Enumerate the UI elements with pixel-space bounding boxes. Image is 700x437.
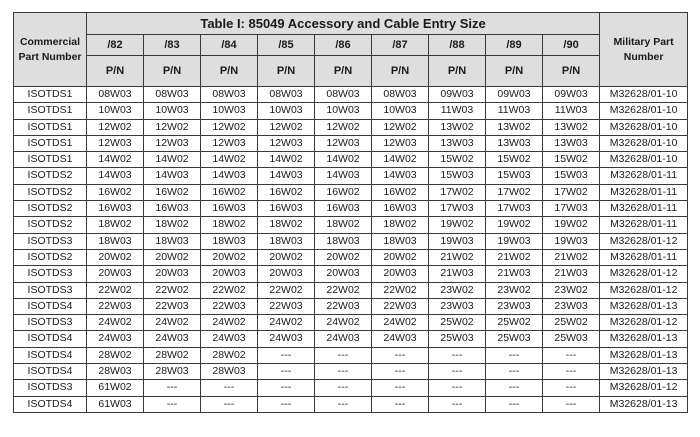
table-row [14,152,688,168]
table-row [14,135,688,151]
part-number-cell: 28W03 [144,364,201,380]
part-number-cell: 20W02 [315,249,372,265]
part-number-cell: 22W02 [372,282,429,298]
column-header-row [14,35,688,56]
commercial-part-number-cell: ISOTDS3 [14,266,87,282]
part-number-cell: 19W03 [543,233,600,249]
commercial-part-number-cell: ISOTDS1 [14,87,87,103]
commercial-part-number-cell: ISOTDS4 [14,298,87,314]
part-number-cell: 25W02 [486,315,543,331]
commercial-part-number-cell: ISOTDS2 [14,168,87,184]
part-number-cell: 22W02 [87,282,144,298]
column-header: /84 [201,35,258,56]
part-number-cell: 24W02 [258,315,315,331]
table-row [14,347,688,363]
part-number-cell: 09W03 [543,87,600,103]
part-number-cell: 08W03 [372,87,429,103]
part-number-cell: --- [258,347,315,363]
title-row [14,13,688,35]
part-number-cell: --- [486,347,543,363]
commercial-part-number-cell: ISOTDS3 [14,315,87,331]
part-number-cell: 18W03 [372,233,429,249]
part-number-cell: 17W02 [429,184,486,200]
part-number-cell: --- [144,380,201,396]
part-number-cell: 11W03 [429,103,486,119]
table-row [14,184,688,200]
part-number-cell: --- [315,364,372,380]
table-row [14,249,688,265]
part-number-cell: 16W02 [258,184,315,200]
part-number-cell: --- [372,396,429,412]
part-number-cell: 08W03 [144,87,201,103]
military-header-line1: Military Part [613,35,674,48]
part-number-cell: 08W03 [201,87,258,103]
commercial-part-number-cell: ISOTDS3 [14,282,87,298]
part-number-cell: 12W03 [315,135,372,151]
part-number-cell: 18W02 [87,217,144,233]
military-part-number-cell: M32628/01-13 [600,347,688,363]
commercial-part-number-cell: ISOTDS1 [14,135,87,151]
part-number-cell: 15W02 [429,152,486,168]
part-number-cell: 15W02 [543,152,600,168]
part-number-cell: 18W03 [144,233,201,249]
part-number-cell: 09W03 [486,87,543,103]
table-row [14,103,688,119]
military-part-number-cell: M32628/01-10 [600,103,688,119]
commercial-part-number-cell: ISOTDS4 [14,396,87,412]
part-number-cell: --- [201,380,258,396]
pn-subheader: P/N [486,56,543,87]
part-number-cell: 22W02 [144,282,201,298]
part-number-cell: --- [486,364,543,380]
part-number-cell: --- [486,396,543,412]
pn-subheader: P/N [543,56,600,87]
table-row [14,119,688,135]
part-number-cell: 61W03 [87,396,144,412]
part-number-cell: 16W03 [144,201,201,217]
part-number-cell: 14W02 [87,152,144,168]
part-number-cell: --- [429,347,486,363]
part-number-cell: 28W03 [201,364,258,380]
column-header: /82 [87,35,144,56]
part-number-cell: 08W03 [315,87,372,103]
part-number-cell: 14W03 [201,168,258,184]
part-number-cell: 21W03 [543,266,600,282]
part-number-cell: 13W03 [429,135,486,151]
part-number-cell: 14W02 [201,152,258,168]
part-number-cell: 21W03 [486,266,543,282]
part-number-cell: 17W03 [543,201,600,217]
part-number-cell: 15W03 [486,168,543,184]
military-part-number-cell: M32628/01-10 [600,119,688,135]
part-number-cell: 19W02 [429,217,486,233]
military-part-number-cell: M32628/01-10 [600,87,688,103]
part-number-cell: 12W02 [201,119,258,135]
commercial-part-number-cell: ISOTDS4 [14,347,87,363]
part-number-cell: --- [258,380,315,396]
part-number-cell: 22W02 [201,282,258,298]
table-row [14,233,688,249]
part-number-cell: 16W03 [258,201,315,217]
column-header: /90 [543,35,600,56]
part-number-cell: 23W03 [543,298,600,314]
table-row [14,298,688,314]
commercial-part-number-cell: ISOTDS4 [14,331,87,347]
part-number-cell: 12W03 [258,135,315,151]
pn-subheader: P/N [144,56,201,87]
part-number-cell: --- [315,347,372,363]
part-number-cell: --- [543,396,600,412]
part-number-cell: 19W02 [543,217,600,233]
pn-subheader: P/N [429,56,486,87]
part-number-cell: 25W02 [429,315,486,331]
column-header: /88 [429,35,486,56]
part-number-cell: 11W03 [486,103,543,119]
part-number-cell: 12W03 [87,135,144,151]
part-number-cell: 18W03 [201,233,258,249]
part-number-cell: 14W02 [315,152,372,168]
part-number-cell: 24W03 [315,331,372,347]
military-part-number-cell: M32628/01-12 [600,233,688,249]
table-row [14,364,688,380]
pn-subheader: P/N [258,56,315,87]
part-number-cell: 14W03 [258,168,315,184]
part-number-cell: 13W03 [486,135,543,151]
part-number-cell: 18W03 [315,233,372,249]
part-number-cell: 10W03 [201,103,258,119]
part-number-cell: 28W02 [87,347,144,363]
part-number-cell: 24W03 [87,331,144,347]
part-number-cell: 28W03 [87,364,144,380]
accessory-cable-entry-table [13,12,688,413]
part-number-cell: --- [258,364,315,380]
part-number-cell: 21W02 [486,249,543,265]
part-number-cell: 13W02 [486,119,543,135]
part-number-cell: 12W02 [87,119,144,135]
part-number-cell: 09W03 [429,87,486,103]
part-number-cell: 24W02 [372,315,429,331]
part-number-cell: 21W03 [429,266,486,282]
part-number-cell: 24W02 [144,315,201,331]
commercial-part-number-cell: ISOTDS2 [14,217,87,233]
part-number-cell: 15W03 [543,168,600,184]
part-number-cell: 18W02 [315,217,372,233]
part-number-cell: 16W02 [315,184,372,200]
part-number-cell: --- [372,364,429,380]
part-number-cell: 10W03 [258,103,315,119]
part-number-cell: 24W03 [372,331,429,347]
table-row [14,396,688,412]
part-number-cell: 10W03 [144,103,201,119]
part-number-cell: --- [144,396,201,412]
part-number-cell: 14W03 [87,168,144,184]
part-number-cell: 21W02 [543,249,600,265]
part-number-cell: 10W03 [87,103,144,119]
part-number-cell: 13W02 [543,119,600,135]
part-number-cell: 12W02 [144,119,201,135]
part-number-cell: 20W02 [258,249,315,265]
military-part-number-cell: M32628/01-10 [600,135,688,151]
column-header: /87 [372,35,429,56]
part-number-cell: 20W03 [315,266,372,282]
part-number-cell: 18W02 [372,217,429,233]
part-number-cell: 14W03 [372,168,429,184]
part-number-cell: --- [315,396,372,412]
part-number-cell: --- [315,380,372,396]
table-container [13,12,687,413]
military-part-number-cell: M32628/01-12 [600,380,688,396]
part-number-cell: 20W03 [144,266,201,282]
table-row [14,217,688,233]
part-number-cell: 25W03 [429,331,486,347]
part-number-cell: 16W02 [201,184,258,200]
part-number-cell: 16W03 [201,201,258,217]
part-number-cell: 19W03 [429,233,486,249]
military-part-number-cell: M32628/01-13 [600,331,688,347]
part-number-cell: 23W02 [429,282,486,298]
part-number-cell: 13W03 [543,135,600,151]
part-number-cell: 23W03 [429,298,486,314]
part-number-cell: 23W02 [543,282,600,298]
part-number-cell: 24W03 [258,331,315,347]
commercial-part-number-cell: ISOTDS2 [14,201,87,217]
part-number-cell: 12W03 [144,135,201,151]
part-number-cell: 16W02 [144,184,201,200]
commercial-part-number-cell: ISOTDS2 [14,249,87,265]
part-number-cell: 22W02 [315,282,372,298]
part-number-cell: 19W02 [486,217,543,233]
part-number-cell: 14W02 [144,152,201,168]
column-header: /85 [258,35,315,56]
part-number-cell: 28W02 [144,347,201,363]
table-row [14,87,688,103]
military-part-number-header [600,13,688,87]
part-number-cell: 22W03 [144,298,201,314]
part-number-cell: 14W03 [144,168,201,184]
part-number-cell: 12W03 [372,135,429,151]
part-number-cell: 16W02 [372,184,429,200]
military-part-number-cell: M32628/01-12 [600,315,688,331]
part-number-cell: 13W02 [429,119,486,135]
part-number-cell: --- [372,347,429,363]
part-number-cell: 12W02 [258,119,315,135]
part-number-cell: 08W03 [87,87,144,103]
military-part-number-cell: M32628/01-12 [600,282,688,298]
pn-header-row [14,56,688,87]
military-part-number-cell: M32628/01-13 [600,364,688,380]
commercial-part-number-cell: ISOTDS2 [14,184,87,200]
part-number-cell: 10W03 [372,103,429,119]
part-number-cell: 28W02 [201,347,258,363]
pn-subheader: P/N [87,56,144,87]
part-number-cell: 61W02 [87,380,144,396]
table-row [14,331,688,347]
part-number-cell: 17W02 [543,184,600,200]
part-number-cell: 20W02 [372,249,429,265]
part-number-cell: 17W02 [486,184,543,200]
part-number-cell: 21W02 [429,249,486,265]
part-number-cell: 25W03 [543,331,600,347]
part-number-cell: 20W03 [87,266,144,282]
part-number-cell: 10W03 [315,103,372,119]
part-number-cell: 18W02 [258,217,315,233]
part-number-cell: --- [201,396,258,412]
table-row [14,282,688,298]
commercial-part-number-cell: ISOTDS4 [14,364,87,380]
commercial-part-number-header [14,13,87,87]
part-number-cell: 18W02 [201,217,258,233]
military-part-number-cell: M32628/01-10 [600,152,688,168]
part-number-cell: 12W02 [315,119,372,135]
part-number-cell: 12W02 [372,119,429,135]
part-number-cell: 14W02 [372,152,429,168]
military-part-number-cell: M32628/01-13 [600,298,688,314]
column-header: /86 [315,35,372,56]
part-number-cell: 20W03 [372,266,429,282]
part-number-cell: 18W02 [144,217,201,233]
table-row [14,315,688,331]
part-number-cell: --- [543,364,600,380]
part-number-cell: --- [429,396,486,412]
part-number-cell: 20W03 [201,266,258,282]
commercial-part-number-cell: ISOTDS3 [14,233,87,249]
military-part-number-cell: M32628/01-11 [600,201,688,217]
part-number-cell: 16W03 [372,201,429,217]
military-part-number-cell: M32628/01-13 [600,396,688,412]
part-number-cell: --- [543,380,600,396]
commercial-part-number-cell: ISOTDS1 [14,103,87,119]
part-number-cell: 15W03 [429,168,486,184]
part-number-cell: --- [486,380,543,396]
part-number-cell: 16W03 [315,201,372,217]
commercial-header-line1: Commercial [19,35,81,48]
part-number-cell: 12W03 [201,135,258,151]
military-header-line2: Number [623,50,664,63]
part-number-cell: --- [258,396,315,412]
part-number-cell: 20W02 [201,249,258,265]
part-number-cell: 24W02 [315,315,372,331]
military-part-number-cell: M32628/01-11 [600,217,688,233]
military-part-number-cell: M32628/01-11 [600,249,688,265]
part-number-cell: --- [543,347,600,363]
part-number-cell: 22W03 [87,298,144,314]
part-number-cell: 19W03 [486,233,543,249]
part-number-cell: 18W03 [258,233,315,249]
part-number-cell: 24W03 [201,331,258,347]
part-number-cell: --- [429,380,486,396]
part-number-cell: 18W03 [87,233,144,249]
part-number-cell: 20W02 [144,249,201,265]
commercial-header-line2: Part Number [18,50,82,63]
part-number-cell: 22W03 [372,298,429,314]
part-number-cell: 24W02 [201,315,258,331]
military-part-number-cell: M32628/01-11 [600,168,688,184]
part-number-cell: 25W02 [543,315,600,331]
table-body [14,87,688,413]
part-number-cell: 22W03 [258,298,315,314]
column-header: /89 [486,35,543,56]
table-row [14,266,688,282]
part-number-cell: 25W03 [486,331,543,347]
part-number-cell: 20W03 [258,266,315,282]
part-number-cell: 23W03 [486,298,543,314]
part-number-cell: 16W02 [87,184,144,200]
part-number-cell: 24W02 [87,315,144,331]
pn-subheader: P/N [372,56,429,87]
part-number-cell: 14W03 [315,168,372,184]
part-number-cell: 08W03 [258,87,315,103]
pn-subheader: P/N [315,56,372,87]
part-number-cell: --- [372,380,429,396]
commercial-part-number-cell: ISOTDS1 [14,119,87,135]
commercial-part-number-cell: ISOTDS3 [14,380,87,396]
part-number-cell: 16W03 [87,201,144,217]
part-number-cell: 23W02 [486,282,543,298]
military-part-number-cell: M32628/01-11 [600,184,688,200]
military-part-number-cell: M32628/01-12 [600,266,688,282]
table-row [14,380,688,396]
table-title: Table I: 85049 Accessory and Cable Entry Size [87,13,600,35]
commercial-part-number-cell: ISOTDS1 [14,152,87,168]
pn-subheader: P/N [201,56,258,87]
table-row [14,168,688,184]
part-number-cell: 22W03 [315,298,372,314]
column-header: /83 [144,35,201,56]
part-number-cell: --- [429,364,486,380]
part-number-cell: 22W03 [201,298,258,314]
part-number-cell: 17W03 [486,201,543,217]
table-row [14,201,688,217]
part-number-cell: 17W03 [429,201,486,217]
part-number-cell: 24W03 [144,331,201,347]
part-number-cell: 20W02 [87,249,144,265]
part-number-cell: 11W03 [543,103,600,119]
part-number-cell: 15W02 [486,152,543,168]
part-number-cell: 14W02 [258,152,315,168]
part-number-cell: 22W02 [258,282,315,298]
